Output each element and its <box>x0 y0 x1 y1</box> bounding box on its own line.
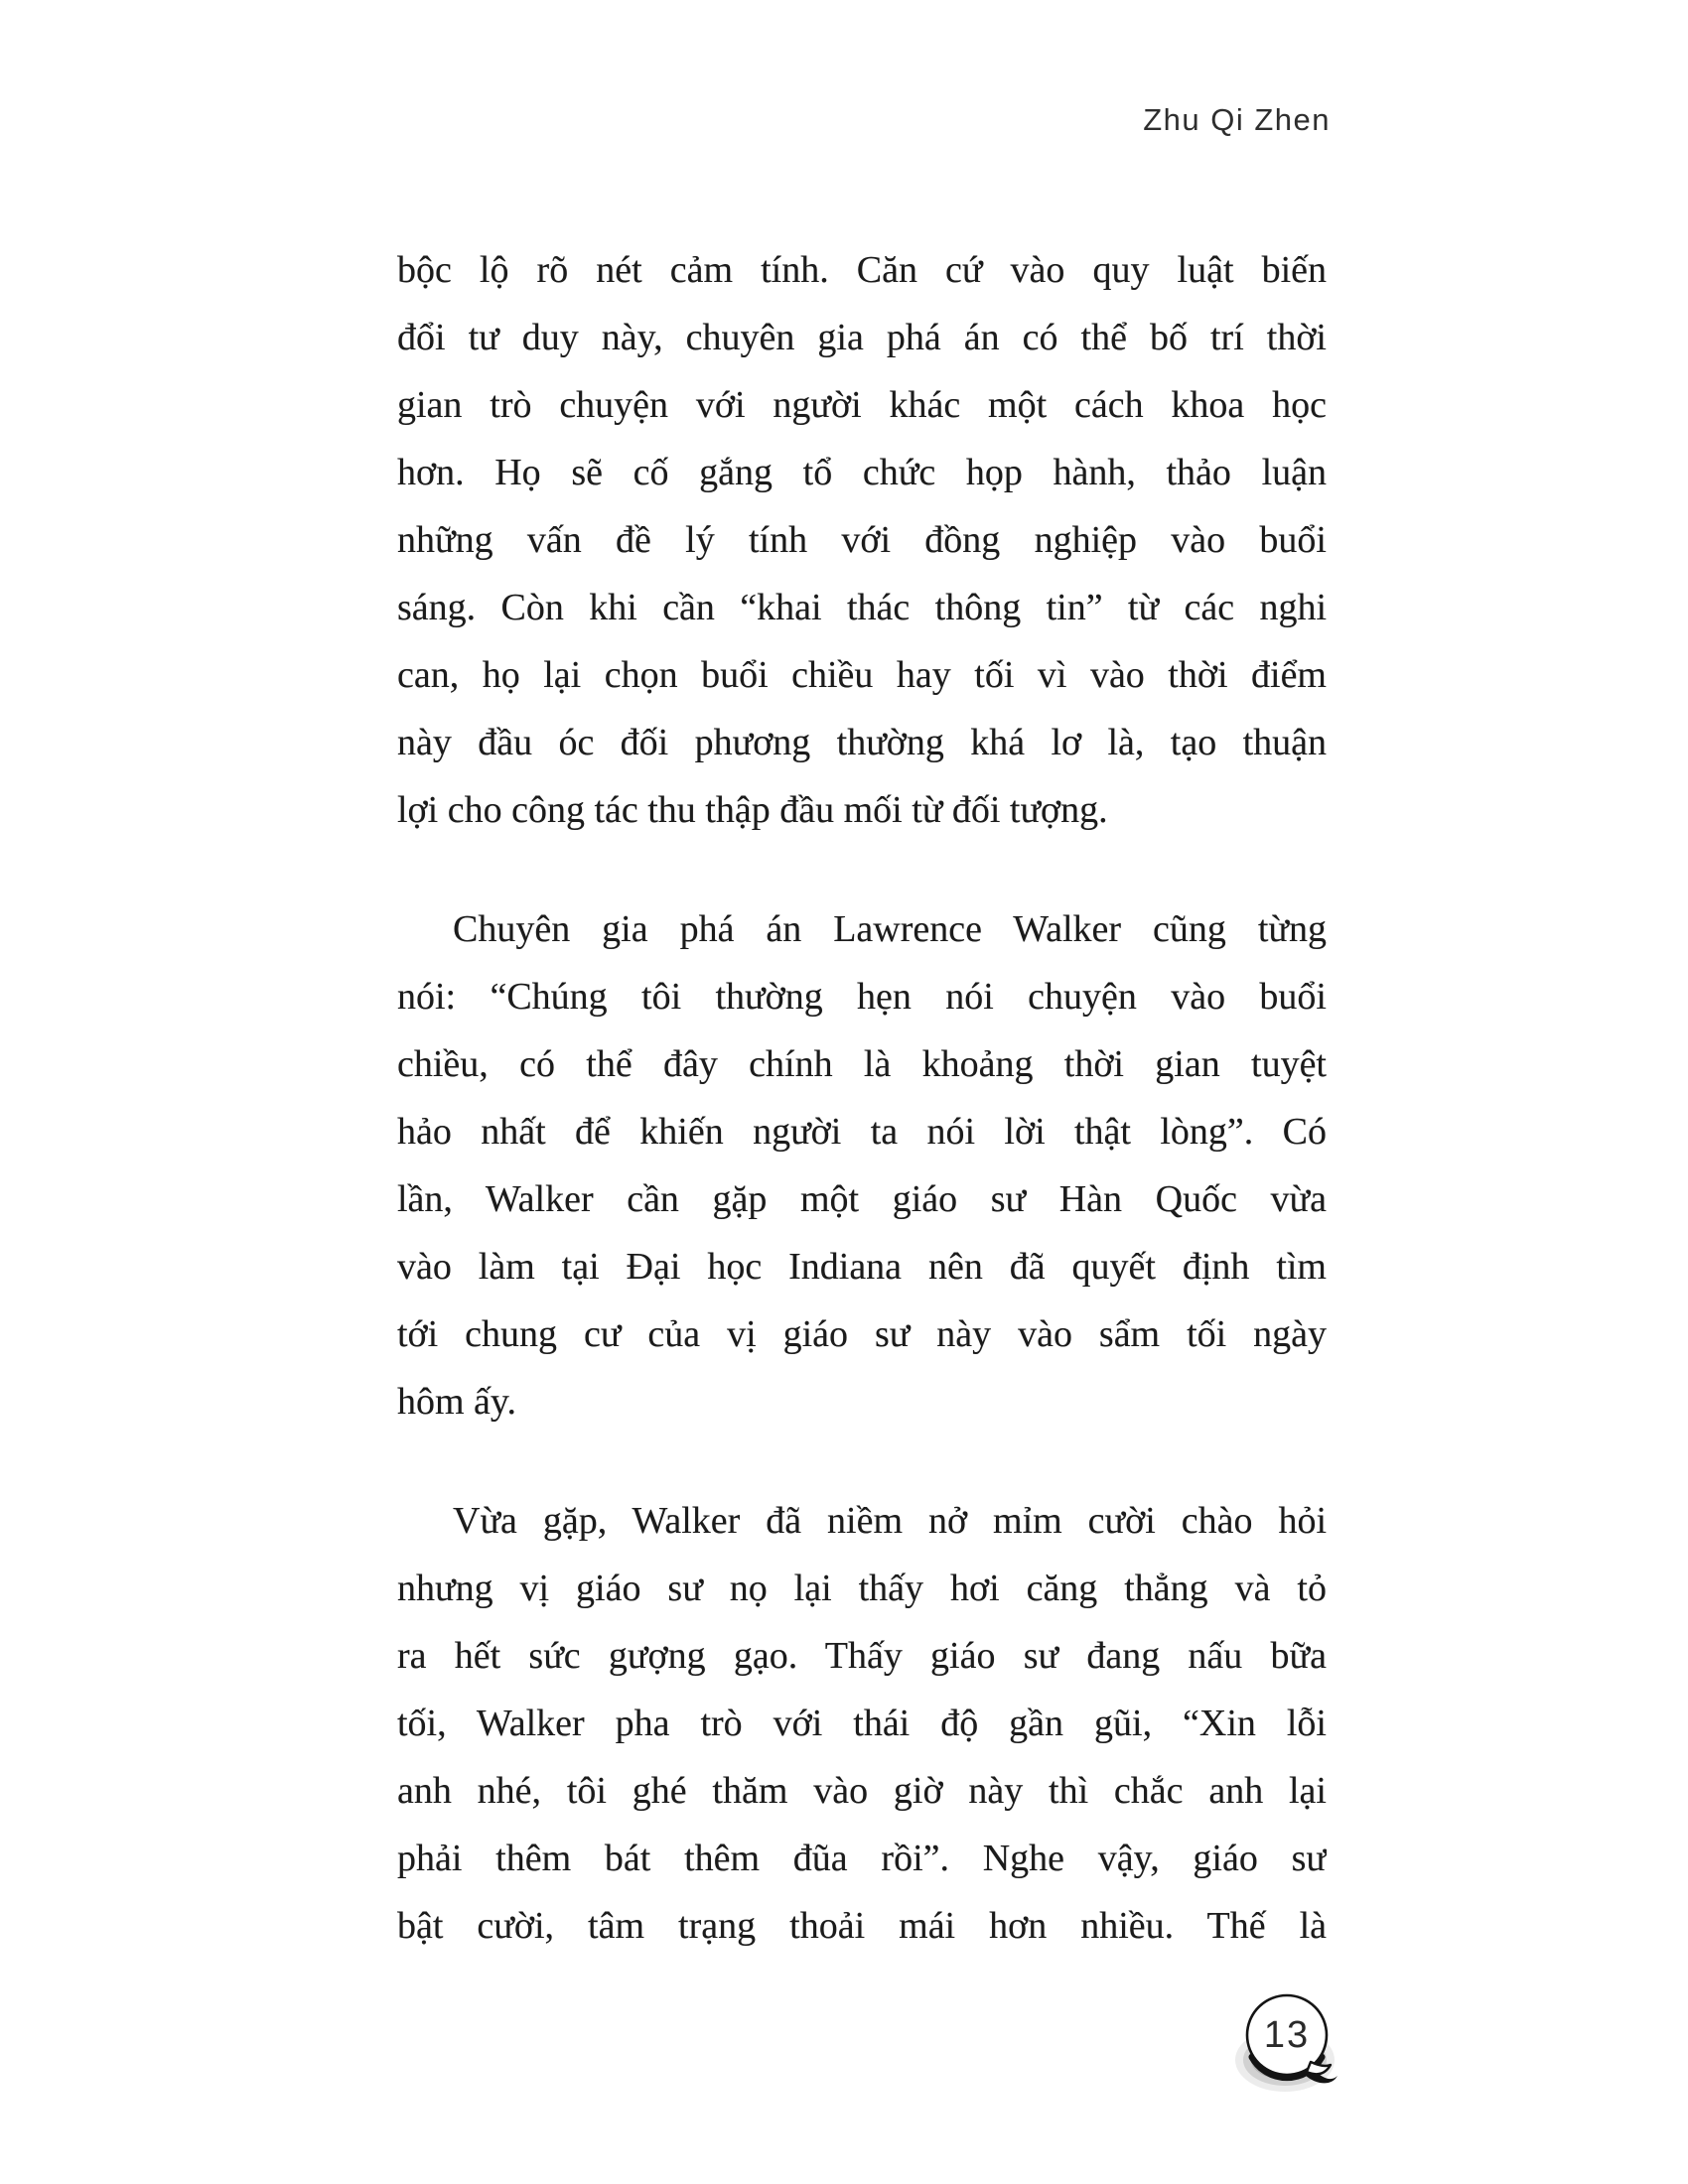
text-line: những vấn đề lý tính với đồng nghiệp vào buổi <box>397 519 1327 561</box>
paragraph <box>397 895 1327 1435</box>
text-line: can, họ lại chọn buổi chiều hay tối vì vào thời điểm <box>397 654 1327 696</box>
text-line: vào làm tại Đại học Indiana nên đã quyết định tìm <box>397 1246 1327 1288</box>
page-body <box>397 236 1327 1960</box>
text-line: đổi tư duy này, chuyên gia phá án có thể bố trí thời <box>397 317 1327 358</box>
text-line: ra hết sức gượng gạo. Thấy giáo sư đang nấu bữa <box>397 1635 1327 1677</box>
text-line: Vừa gặp, Walker đã niềm nở mỉm cười chào hỏi <box>453 1500 1327 1542</box>
text-line: gian trò chuyện với người khác một cách khoa học <box>397 384 1327 426</box>
text-line: lợi cho công tác thu thập đầu mối từ đối tượng. <box>397 789 1108 831</box>
text-line: sáng. Còn khi cần “khai thác thông tin” từ các nghi <box>397 587 1327 628</box>
text-line: hảo nhất để khiến người ta nói lời thật lòng”. Có <box>397 1111 1327 1153</box>
text-line: anh nhé, tôi ghé thăm vào giờ này thì chắc anh lại <box>397 1770 1327 1812</box>
text-line: hơn. Họ sẽ cố gắng tổ chức họp hành, thảo luận <box>397 452 1327 493</box>
page-number: 13 <box>1263 2014 1311 2056</box>
text-line: nhưng vị giáo sư nọ lại thấy hơi căng thẳng và tỏ <box>397 1568 1327 1609</box>
text-line: bật cười, tâm trạng thoải mái hơn nhiều. Thế là <box>397 1905 1327 1947</box>
text-line: tới chung cư của vị giáo sư này vào sẩm tối ngày <box>397 1313 1327 1355</box>
paragraph <box>397 1487 1327 1960</box>
text-line: Chuyên gia phá án Lawrence Walker cũng từng <box>453 908 1327 950</box>
page-number-bubble <box>1231 1980 1345 2095</box>
paragraph <box>397 236 1327 844</box>
text-line: lần, Walker cần gặp một giáo sư Hàn Quốc vừa <box>397 1178 1327 1220</box>
text-line: này đầu óc đối phương thường khá lơ là, tạo thuận <box>397 722 1327 763</box>
text-line: bộc lộ rõ nét cảm tính. Căn cứ vào quy luật biến <box>397 249 1327 291</box>
text-line: phải thêm bát thêm đũa rồi”. Nghe vậy, giáo sư <box>397 1838 1327 1879</box>
text-line: hôm ấy. <box>397 1381 516 1423</box>
text-line: nói: “Chúng tôi thường hẹn nói chuyện vào buổi <box>397 976 1327 1018</box>
text-line: chiều, có thể đây chính là khoảng thời gian tuyệt <box>397 1043 1327 1085</box>
text-line: tối, Walker pha trò với thái độ gần gũi, “Xin lỗi <box>397 1703 1327 1744</box>
running-head-author: Zhu Qi Zhen <box>1143 102 1331 137</box>
